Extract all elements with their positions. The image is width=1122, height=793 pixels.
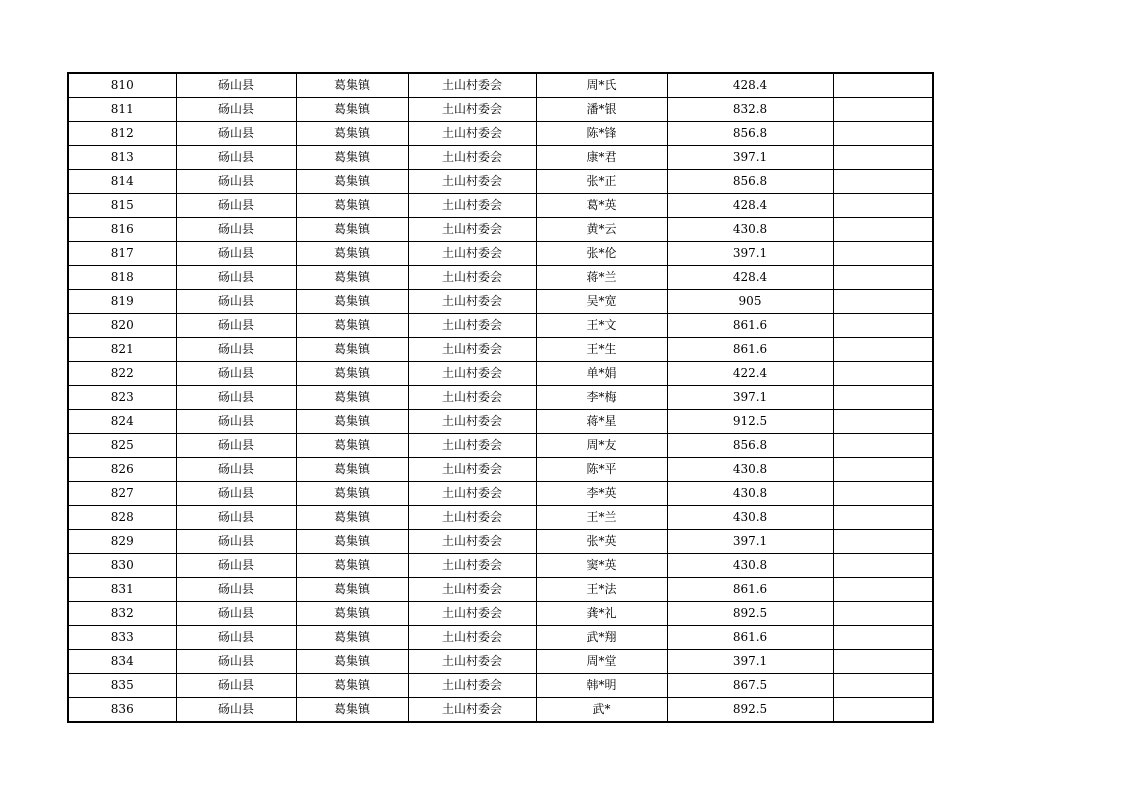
note-cell: [833, 458, 933, 482]
note-cell: [833, 674, 933, 698]
village-cell: 土山村委会: [408, 338, 536, 362]
town-cell: 葛集镇: [296, 434, 408, 458]
village-cell: 土山村委会: [408, 314, 536, 338]
village-cell: 土山村委会: [408, 410, 536, 434]
row-number-cell: 836: [68, 698, 176, 723]
town-cell: 葛集镇: [296, 73, 408, 98]
county-cell: 砀山县: [176, 170, 296, 194]
table-row: [68, 218, 933, 242]
amount-cell: 905: [667, 290, 833, 314]
table-row: [68, 170, 933, 194]
name-cell: 黄*云: [536, 218, 667, 242]
name-cell: 韩*明: [536, 674, 667, 698]
note-cell: [833, 482, 933, 506]
name-cell: 张*正: [536, 170, 667, 194]
table-row: [68, 554, 933, 578]
village-cell: 土山村委会: [408, 530, 536, 554]
county-cell: 砀山县: [176, 530, 296, 554]
name-cell: 周*友: [536, 434, 667, 458]
county-cell: 砀山县: [176, 578, 296, 602]
village-cell: 土山村委会: [408, 146, 536, 170]
town-cell: 葛集镇: [296, 698, 408, 723]
row-number-cell: 814: [68, 170, 176, 194]
name-cell: 单*娟: [536, 362, 667, 386]
county-cell: 砀山县: [176, 290, 296, 314]
county-cell: 砀山县: [176, 242, 296, 266]
row-number-cell: 829: [68, 530, 176, 554]
county-cell: 砀山县: [176, 146, 296, 170]
amount-cell: 856.8: [667, 122, 833, 146]
note-cell: [833, 578, 933, 602]
note-cell: [833, 602, 933, 626]
amount-cell: 397.1: [667, 650, 833, 674]
note-cell: [833, 434, 933, 458]
name-cell: 张*伦: [536, 242, 667, 266]
amount-cell: 397.1: [667, 530, 833, 554]
note-cell: [833, 146, 933, 170]
town-cell: 葛集镇: [296, 386, 408, 410]
name-cell: 窦*英: [536, 554, 667, 578]
town-cell: 葛集镇: [296, 530, 408, 554]
row-number-cell: 824: [68, 410, 176, 434]
amount-cell: 832.8: [667, 98, 833, 122]
county-cell: 砀山县: [176, 362, 296, 386]
note-cell: [833, 338, 933, 362]
amount-cell: 428.4: [667, 194, 833, 218]
name-cell: 龚*礼: [536, 602, 667, 626]
county-cell: 砀山县: [176, 482, 296, 506]
village-cell: 土山村委会: [408, 674, 536, 698]
note-cell: [833, 194, 933, 218]
county-cell: 砀山县: [176, 386, 296, 410]
table-row: [68, 602, 933, 626]
county-cell: 砀山县: [176, 266, 296, 290]
row-number-cell: 816: [68, 218, 176, 242]
row-number-cell: 834: [68, 650, 176, 674]
row-number-cell: 822: [68, 362, 176, 386]
town-cell: 葛集镇: [296, 674, 408, 698]
county-cell: 砀山县: [176, 506, 296, 530]
table-row: [68, 626, 933, 650]
row-number-cell: 820: [68, 314, 176, 338]
amount-cell: 430.8: [667, 458, 833, 482]
name-cell: 王*兰: [536, 506, 667, 530]
amount-cell: 397.1: [667, 386, 833, 410]
name-cell: 康*君: [536, 146, 667, 170]
table-row: [68, 482, 933, 506]
village-cell: 土山村委会: [408, 170, 536, 194]
amount-cell: 861.6: [667, 626, 833, 650]
amount-cell: 430.8: [667, 482, 833, 506]
name-cell: 周*氏: [536, 73, 667, 98]
note-cell: [833, 530, 933, 554]
county-cell: 砀山县: [176, 98, 296, 122]
county-cell: 砀山县: [176, 674, 296, 698]
row-number-cell: 815: [68, 194, 176, 218]
row-number-cell: 830: [68, 554, 176, 578]
table-row: [68, 73, 933, 98]
amount-cell: 856.8: [667, 434, 833, 458]
name-cell: 周*堂: [536, 650, 667, 674]
amount-cell: 430.8: [667, 506, 833, 530]
town-cell: 葛集镇: [296, 194, 408, 218]
note-cell: [833, 98, 933, 122]
row-number-cell: 831: [68, 578, 176, 602]
name-cell: 王*文: [536, 314, 667, 338]
county-cell: 砀山县: [176, 410, 296, 434]
note-cell: [833, 242, 933, 266]
town-cell: 葛集镇: [296, 626, 408, 650]
note-cell: [833, 122, 933, 146]
amount-cell: 892.5: [667, 698, 833, 723]
table-row: [68, 410, 933, 434]
village-cell: 土山村委会: [408, 578, 536, 602]
town-cell: 葛集镇: [296, 290, 408, 314]
town-cell: 葛集镇: [296, 98, 408, 122]
town-cell: 葛集镇: [296, 650, 408, 674]
town-cell: 葛集镇: [296, 506, 408, 530]
row-number-cell: 828: [68, 506, 176, 530]
note-cell: [833, 218, 933, 242]
county-cell: 砀山县: [176, 554, 296, 578]
note-cell: [833, 386, 933, 410]
amount-cell: 397.1: [667, 146, 833, 170]
name-cell: 张*英: [536, 530, 667, 554]
village-cell: 土山村委会: [408, 73, 536, 98]
name-cell: 潘*银: [536, 98, 667, 122]
table-row: [68, 386, 933, 410]
county-cell: 砀山县: [176, 434, 296, 458]
table-row: [68, 530, 933, 554]
row-number-cell: 823: [68, 386, 176, 410]
village-cell: 土山村委会: [408, 242, 536, 266]
note-cell: [833, 650, 933, 674]
row-number-cell: 835: [68, 674, 176, 698]
town-cell: 葛集镇: [296, 362, 408, 386]
county-cell: 砀山县: [176, 338, 296, 362]
name-cell: 武*翔: [536, 626, 667, 650]
county-cell: 砀山县: [176, 650, 296, 674]
note-cell: [833, 170, 933, 194]
table-row: [68, 266, 933, 290]
name-cell: 蒋*兰: [536, 266, 667, 290]
name-cell: 武*: [536, 698, 667, 723]
village-cell: 土山村委会: [408, 650, 536, 674]
amount-cell: 892.5: [667, 602, 833, 626]
amount-cell: 422.4: [667, 362, 833, 386]
row-number-cell: 825: [68, 434, 176, 458]
name-cell: 王*法: [536, 578, 667, 602]
note-cell: [833, 290, 933, 314]
row-number-cell: 819: [68, 290, 176, 314]
table-row: [68, 458, 933, 482]
table-row: [68, 98, 933, 122]
amount-cell: 861.6: [667, 578, 833, 602]
county-cell: 砀山县: [176, 458, 296, 482]
amount-cell: 912.5: [667, 410, 833, 434]
note-cell: [833, 314, 933, 338]
name-cell: 吴*宽: [536, 290, 667, 314]
table-row: [68, 698, 933, 723]
name-cell: 王*生: [536, 338, 667, 362]
note-cell: [833, 698, 933, 723]
county-cell: 砀山县: [176, 602, 296, 626]
table-row: [68, 290, 933, 314]
table-row: [68, 506, 933, 530]
note-cell: [833, 73, 933, 98]
town-cell: 葛集镇: [296, 314, 408, 338]
amount-cell: 856.8: [667, 170, 833, 194]
table-body: [68, 73, 933, 722]
note-cell: [833, 506, 933, 530]
town-cell: 葛集镇: [296, 458, 408, 482]
name-cell: 李*英: [536, 482, 667, 506]
table-row: [68, 578, 933, 602]
amount-cell: 428.4: [667, 73, 833, 98]
row-number-cell: 832: [68, 602, 176, 626]
town-cell: 葛集镇: [296, 218, 408, 242]
row-number-cell: 813: [68, 146, 176, 170]
note-cell: [833, 554, 933, 578]
data-table: [67, 72, 934, 723]
village-cell: 土山村委会: [408, 362, 536, 386]
county-cell: 砀山县: [176, 218, 296, 242]
table-row: [68, 434, 933, 458]
village-cell: 土山村委会: [408, 122, 536, 146]
town-cell: 葛集镇: [296, 410, 408, 434]
town-cell: 葛集镇: [296, 170, 408, 194]
name-cell: 蒋*星: [536, 410, 667, 434]
village-cell: 土山村委会: [408, 506, 536, 530]
name-cell: 葛*英: [536, 194, 667, 218]
town-cell: 葛集镇: [296, 554, 408, 578]
amount-cell: 397.1: [667, 242, 833, 266]
village-cell: 土山村委会: [408, 458, 536, 482]
town-cell: 葛集镇: [296, 482, 408, 506]
town-cell: 葛集镇: [296, 146, 408, 170]
row-number-cell: 826: [68, 458, 176, 482]
row-number-cell: 812: [68, 122, 176, 146]
village-cell: 土山村委会: [408, 218, 536, 242]
row-number-cell: 833: [68, 626, 176, 650]
town-cell: 葛集镇: [296, 602, 408, 626]
row-number-cell: 817: [68, 242, 176, 266]
town-cell: 葛集镇: [296, 242, 408, 266]
village-cell: 土山村委会: [408, 482, 536, 506]
village-cell: 土山村委会: [408, 698, 536, 723]
table-row: [68, 122, 933, 146]
table-row: [68, 650, 933, 674]
note-cell: [833, 626, 933, 650]
village-cell: 土山村委会: [408, 434, 536, 458]
village-cell: 土山村委会: [408, 386, 536, 410]
county-cell: 砀山县: [176, 314, 296, 338]
village-cell: 土山村委会: [408, 98, 536, 122]
table-row: [68, 674, 933, 698]
name-cell: 陈*锋: [536, 122, 667, 146]
row-number-cell: 810: [68, 73, 176, 98]
county-cell: 砀山县: [176, 122, 296, 146]
row-number-cell: 827: [68, 482, 176, 506]
village-cell: 土山村委会: [408, 194, 536, 218]
table-row: [68, 314, 933, 338]
table-row: [68, 146, 933, 170]
village-cell: 土山村委会: [408, 602, 536, 626]
county-cell: 砀山县: [176, 73, 296, 98]
town-cell: 葛集镇: [296, 578, 408, 602]
amount-cell: 430.8: [667, 218, 833, 242]
table-row: [68, 194, 933, 218]
county-cell: 砀山县: [176, 698, 296, 723]
town-cell: 葛集镇: [296, 122, 408, 146]
amount-cell: 861.6: [667, 314, 833, 338]
amount-cell: 428.4: [667, 266, 833, 290]
amount-cell: 867.5: [667, 674, 833, 698]
village-cell: 土山村委会: [408, 266, 536, 290]
row-number-cell: 818: [68, 266, 176, 290]
name-cell: 陈*平: [536, 458, 667, 482]
note-cell: [833, 266, 933, 290]
amount-cell: 861.6: [667, 338, 833, 362]
village-cell: 土山村委会: [408, 290, 536, 314]
name-cell: 李*梅: [536, 386, 667, 410]
table-row: [68, 242, 933, 266]
amount-cell: 430.8: [667, 554, 833, 578]
row-number-cell: 811: [68, 98, 176, 122]
note-cell: [833, 410, 933, 434]
note-cell: [833, 362, 933, 386]
village-cell: 土山村委会: [408, 626, 536, 650]
county-cell: 砀山县: [176, 194, 296, 218]
row-number-cell: 821: [68, 338, 176, 362]
village-cell: 土山村委会: [408, 554, 536, 578]
town-cell: 葛集镇: [296, 338, 408, 362]
county-cell: 砀山县: [176, 626, 296, 650]
town-cell: 葛集镇: [296, 266, 408, 290]
table-row: [68, 338, 933, 362]
table-row: [68, 362, 933, 386]
